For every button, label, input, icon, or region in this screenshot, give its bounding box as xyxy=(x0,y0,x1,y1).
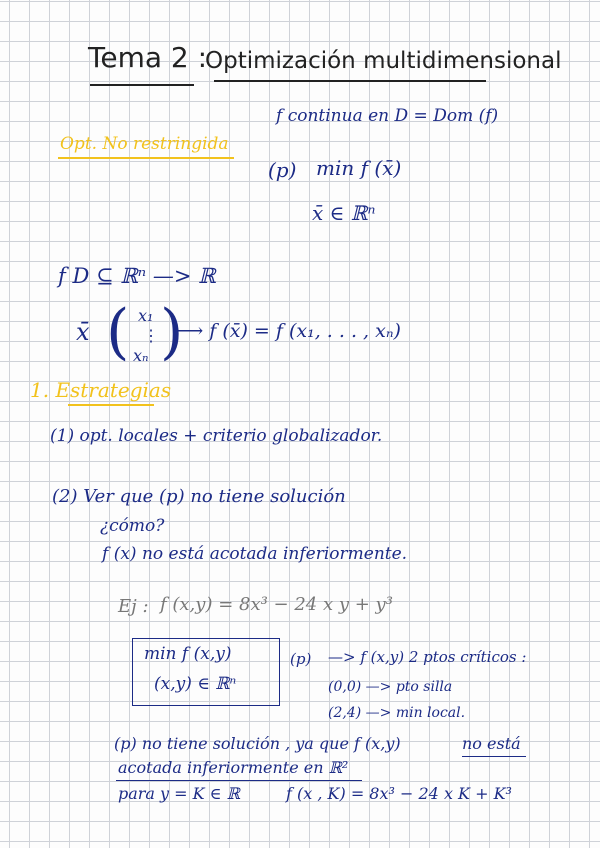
strategy-item-1: (1) opt. locales + criterio globalizador. xyxy=(50,426,383,446)
continuity-statement: f continua en D = Dom (f) xyxy=(276,106,499,126)
strategies-heading: 1. Estrategias xyxy=(30,378,172,402)
strategy-item-2-answer: f (x) no está acotada inferiormente. xyxy=(102,544,408,564)
mapping-result: ⟶ f (x̄) = f (x₁, . . . , xₙ) xyxy=(176,320,401,342)
saddle-point: (0,0) —> pto silla xyxy=(328,679,453,695)
example-label: Ej : xyxy=(118,596,149,617)
no-solution-line-b: no está xyxy=(462,734,521,753)
unrestricted-heading: Opt. No restringida xyxy=(60,134,229,154)
box-line-2: (x,y) ∈ ℝⁿ xyxy=(154,674,237,694)
title-underline-2 xyxy=(214,80,486,82)
example-p-label: (p) xyxy=(290,650,312,668)
local-minimum: (2,4) —> min local. xyxy=(328,705,466,721)
problem-label: (p) xyxy=(268,158,297,182)
vector-entry-1: x₁ xyxy=(138,306,154,325)
strategies-underline xyxy=(68,404,154,406)
no-solution-line-a: (p) no tiene solución , ya que f (x,y) xyxy=(114,734,401,753)
min-expression: min f (x̄) xyxy=(316,156,402,180)
domain-expression: x̄ ∈ ℝⁿ xyxy=(312,201,376,225)
vector-label: x̄ xyxy=(76,318,90,346)
title-underline-1 xyxy=(90,84,194,86)
unrestricted-heading-underline xyxy=(58,157,234,159)
strategy-item-2: (2) Ver que (p) no tiene solución xyxy=(52,486,346,507)
title-part1: Tema 2 : xyxy=(88,41,208,74)
vector-entry-2: ⋮ xyxy=(143,326,159,345)
box-line-1: min f (x,y) xyxy=(144,644,232,664)
for-label: para y = K ∈ ℝ xyxy=(118,784,240,803)
example-function: f (x,y) = 8x³ − 24 x y + y³ xyxy=(160,594,393,615)
critical-points: —> f (x,y) 2 ptos críticos : xyxy=(328,648,527,666)
strategy-item-2-question: ¿cómo? xyxy=(100,516,165,536)
function-definition: f D ⊆ ℝⁿ —> ℝ xyxy=(58,264,216,288)
vector-paren-right: ) xyxy=(160,297,184,367)
vector-entry-3: xₙ xyxy=(133,346,149,365)
title-part2: Optimización multidimensional xyxy=(205,48,562,74)
no-solution-underline-b xyxy=(462,756,526,757)
no-solution-underline-c xyxy=(116,780,362,781)
vector-paren-left: ( xyxy=(106,297,130,367)
no-solution-line-c: acotada inferiormente en ℝ² xyxy=(118,758,349,777)
substitution: f (x , K) = 8x³ − 24 x K + K³ xyxy=(286,784,512,803)
